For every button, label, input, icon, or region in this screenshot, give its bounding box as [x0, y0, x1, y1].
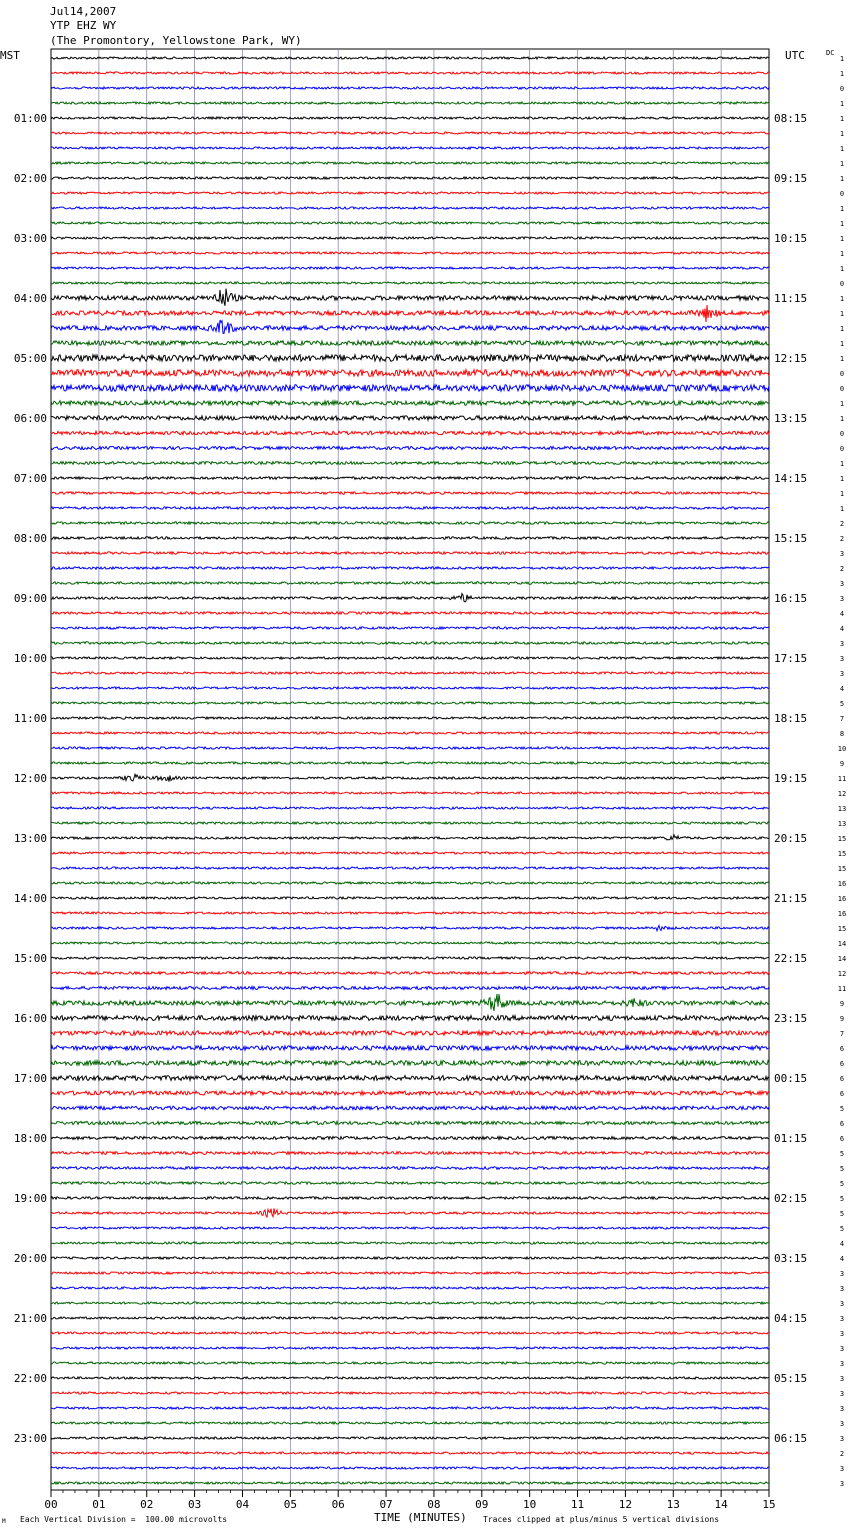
- dc-offset-value: 6: [839, 1120, 845, 1128]
- right-timezone-label: UTC: [785, 49, 805, 62]
- left-timezone-label: MST: [0, 49, 20, 62]
- dc-offset-value: 1: [839, 310, 845, 318]
- right-hour-label: 02:15: [774, 1192, 808, 1205]
- seismic-trace: [51, 942, 769, 944]
- seismic-trace: [51, 492, 769, 494]
- seismic-trace: [51, 732, 769, 734]
- left-hour-label: 05:00: [13, 352, 47, 365]
- dc-offset-value: 0: [839, 430, 845, 438]
- dc-offset-value: 3: [839, 1405, 845, 1413]
- seismic-trace: [51, 1106, 769, 1110]
- dc-offset-value: 5: [839, 1210, 845, 1218]
- dc-offset-value: 1: [839, 325, 845, 333]
- left-hour-label: 20:00: [13, 1252, 47, 1265]
- right-hour-label: 08:15: [774, 112, 808, 125]
- dc-offset-value: 1: [839, 490, 845, 498]
- seismic-trace: [51, 507, 769, 509]
- dc-offset-value: 2: [839, 535, 845, 543]
- seismic-trace: [51, 822, 769, 824]
- seismic-trace: [51, 117, 769, 119]
- seismic-trace: [51, 1347, 769, 1349]
- dc-offset-value: 3: [839, 580, 845, 588]
- dc-offset-value: 16: [837, 880, 847, 888]
- dc-offset-value: 0: [839, 385, 845, 393]
- left-hour-label: 06:00: [13, 412, 47, 425]
- dc-offset-value: 3: [839, 1390, 845, 1398]
- seismic-trace: [51, 627, 769, 629]
- seismic-trace: [51, 447, 769, 450]
- dc-offset-value: 6: [839, 1135, 845, 1143]
- seismic-trace: [51, 462, 769, 465]
- x-tick-label: 00: [44, 1498, 58, 1511]
- dc-offset-value: 0: [839, 280, 845, 288]
- left-hour-label: 15:00: [13, 952, 47, 965]
- seismic-trace: [51, 237, 769, 239]
- x-tick-label: 05: [283, 1498, 297, 1511]
- dc-offset-value: 3: [839, 1375, 845, 1383]
- x-tick-label: 02: [140, 1498, 154, 1511]
- seismic-trace: [51, 867, 769, 869]
- dc-offset-value: 3: [839, 1270, 845, 1278]
- dc-offset-value: 2: [839, 565, 845, 573]
- dc-offset-value: 7: [839, 715, 845, 723]
- seismic-trace: [51, 792, 769, 794]
- left-hour-label: 03:00: [13, 232, 47, 245]
- right-hour-label: 13:15: [774, 412, 808, 425]
- dc-offset-value: 3: [839, 1330, 845, 1338]
- seismic-trace: [51, 222, 769, 224]
- seismic-trace: [51, 762, 769, 764]
- dc-offset-value: 0: [839, 445, 845, 453]
- x-tick-label: 15: [762, 1498, 776, 1511]
- dc-offset-value: 1: [839, 475, 845, 483]
- dc-offset-value: 11: [837, 985, 847, 993]
- header-station: YTP EHZ WY: [50, 19, 117, 32]
- dc-offset-value: 0: [839, 370, 845, 378]
- left-hour-label: 16:00: [13, 1012, 47, 1025]
- left-hour-label: 18:00: [13, 1132, 47, 1145]
- left-hour-label: 10:00: [13, 652, 47, 665]
- left-hour-label: 07:00: [13, 472, 47, 485]
- seismic-trace: [51, 1121, 769, 1124]
- seismic-trace: [51, 537, 769, 539]
- right-hour-label: 09:15: [774, 172, 808, 185]
- seismic-trace: [51, 747, 769, 749]
- x-tick-label: 01: [92, 1498, 106, 1511]
- dc-offset-value: 5: [839, 1105, 845, 1113]
- right-hour-label: 11:15: [774, 292, 808, 305]
- seismic-trace: [51, 1016, 769, 1021]
- seismic-trace: [51, 926, 769, 931]
- seismic-trace: [51, 1467, 769, 1469]
- seismic-trace: [51, 687, 769, 689]
- seismic-trace: [51, 1332, 769, 1334]
- dc-offset-value: 5: [839, 1165, 845, 1173]
- right-hour-label: 21:15: [774, 892, 808, 905]
- seismic-trace: [51, 972, 769, 975]
- dc-offset-value: 3: [839, 1360, 845, 1368]
- seismic-trace: [51, 1317, 769, 1319]
- right-hour-label: 20:15: [774, 832, 808, 845]
- footer-scale-note: Each Vertical Division = 100.00 microvolts: [20, 1515, 228, 1524]
- seismic-trace: [51, 657, 769, 659]
- seismic-trace: [51, 882, 769, 884]
- right-hour-label: 14:15: [774, 472, 808, 485]
- dc-offset-value: 5: [839, 1150, 845, 1158]
- seismic-trace: [51, 147, 769, 149]
- seismic-trace: [51, 1227, 769, 1229]
- seismic-trace: [51, 807, 769, 809]
- x-tick-label: 14: [714, 1498, 728, 1511]
- dc-offset-value: 10: [837, 745, 847, 753]
- x-tick-label: 09: [475, 1498, 489, 1511]
- right-hour-label: 05:15: [774, 1372, 808, 1385]
- dc-offset-value: 13: [837, 805, 847, 813]
- x-tick-label: 06: [331, 1498, 345, 1511]
- right-hour-label: 22:15: [774, 952, 808, 965]
- seismic-trace: [51, 612, 769, 614]
- seismic-trace: [51, 252, 769, 254]
- dc-offset-value: 1: [839, 220, 845, 228]
- seismic-trace: [51, 401, 769, 405]
- right-hour-label: 04:15: [774, 1312, 808, 1325]
- seismic-trace: [51, 835, 769, 840]
- footer-clip-note: Traces clipped at plus/minus 5 vertical divisions: [483, 1515, 720, 1524]
- dc-offset-value: 1: [839, 205, 845, 213]
- seismic-trace: [51, 567, 769, 569]
- left-hour-label: 19:00: [13, 1192, 47, 1205]
- x-tick-label: 12: [618, 1498, 633, 1511]
- x-axis-title: TIME (MINUTES): [374, 1511, 467, 1524]
- dc-offset-value: 1: [839, 100, 845, 108]
- dc-offset-value: 1: [839, 130, 845, 138]
- seismic-trace: [51, 1031, 769, 1035]
- dc-offset-value: 3: [839, 1285, 845, 1293]
- left-hour-label: 08:00: [13, 532, 47, 545]
- right-hour-label: 06:15: [774, 1432, 808, 1445]
- seismic-trace: [51, 522, 769, 524]
- seismic-trace: [51, 57, 769, 59]
- dc-offset-value: 4: [839, 1240, 845, 1248]
- seismic-trace: [51, 385, 769, 392]
- dc-offset-value: 15: [837, 925, 847, 933]
- seismic-trace: [51, 852, 769, 854]
- seismic-trace: [51, 289, 769, 306]
- left-hour-label: 17:00: [13, 1072, 47, 1085]
- dc-label: DC: [826, 49, 835, 57]
- seismic-trace: [51, 431, 769, 435]
- left-hour-label: 14:00: [13, 892, 47, 905]
- seismic-trace: [51, 162, 769, 164]
- dc-offset-value: 1: [839, 115, 845, 123]
- right-hour-label: 01:15: [774, 1132, 808, 1145]
- dc-offset-value: 3: [839, 1435, 845, 1443]
- seismic-trace: [51, 1137, 769, 1140]
- dc-offset-value: 3: [839, 1465, 845, 1473]
- seismic-trace: [51, 1422, 769, 1424]
- seismic-trace: [51, 1257, 769, 1259]
- right-hour-label: 15:15: [774, 532, 808, 545]
- dc-offset-value: 2: [839, 1450, 845, 1458]
- right-hour-label: 19:15: [774, 772, 808, 785]
- seismic-trace: [51, 1167, 769, 1170]
- seismic-trace: [51, 1061, 769, 1066]
- dc-offset-value: 3: [839, 670, 845, 678]
- dc-offset-value: 1: [839, 505, 845, 513]
- dc-offset-value: 4: [839, 685, 845, 693]
- seismic-trace: [51, 305, 769, 322]
- dc-offset-value: 15: [837, 850, 847, 858]
- dc-offset-value: 14: [837, 940, 847, 948]
- dc-offset-value: 6: [839, 1075, 845, 1083]
- seismic-trace: [51, 267, 769, 269]
- dc-offset-value: 3: [839, 640, 845, 648]
- right-hour-label: 00:15: [774, 1072, 808, 1085]
- header-location: (The Promontory, Yellowstone Park, WY): [50, 34, 302, 47]
- seismic-trace: [51, 370, 769, 377]
- seismic-trace: [51, 72, 769, 74]
- x-tick-label: 11: [570, 1498, 585, 1511]
- dc-offset-value: 0: [839, 190, 845, 198]
- dc-offset-value: 1: [839, 340, 845, 348]
- right-hour-label: 03:15: [774, 1252, 808, 1265]
- right-hour-label: 16:15: [774, 592, 808, 605]
- dc-offset-value: 9: [839, 760, 845, 768]
- seismic-trace: [51, 1362, 769, 1364]
- seismic-trace: [51, 1197, 769, 1199]
- left-hour-label: 01:00: [13, 112, 47, 125]
- dc-offset-value: 5: [839, 1180, 845, 1188]
- dc-offset-value: 1: [839, 460, 845, 468]
- dc-offset-value: 1: [839, 160, 845, 168]
- seismic-trace: [51, 1272, 769, 1274]
- x-tick-label: 03: [187, 1498, 202, 1511]
- dc-offset-value: 3: [839, 1480, 845, 1488]
- dc-offset-value: 7: [839, 1030, 845, 1038]
- dc-offset-value: 4: [839, 610, 845, 618]
- dc-offset-value: 1: [839, 235, 845, 243]
- right-hour-label: 12:15: [774, 352, 808, 365]
- dc-offset-value: 1: [839, 145, 845, 153]
- dc-offset-value: 4: [839, 1255, 845, 1263]
- seismic-trace: [51, 1242, 769, 1244]
- dc-offset-value: 1: [839, 70, 845, 78]
- seismic-trace: [51, 102, 769, 104]
- dc-offset-value: 4: [839, 625, 845, 633]
- seismic-trace: [51, 1046, 769, 1050]
- dc-offset-value: 6: [839, 1060, 845, 1068]
- left-hour-label: 13:00: [13, 832, 47, 845]
- seismic-trace: [51, 1452, 769, 1454]
- left-hour-label: 22:00: [13, 1372, 47, 1385]
- dc-offset-value: 5: [839, 700, 845, 708]
- dc-offset-value: 0: [839, 85, 845, 93]
- seismic-trace: [51, 582, 769, 584]
- seismic-trace: [51, 957, 769, 959]
- seismic-trace: [51, 1287, 769, 1289]
- header-date: Jul14,2007: [50, 5, 117, 18]
- seismic-trace: [51, 87, 769, 89]
- seismic-trace: [51, 1392, 769, 1394]
- left-hour-label: 04:00: [13, 292, 47, 305]
- dc-offset-value: 1: [839, 175, 845, 183]
- dc-offset-value: 3: [839, 1345, 845, 1353]
- dc-offset-value: 3: [839, 1315, 845, 1323]
- seismic-trace: [51, 341, 769, 345]
- seismic-trace: [51, 355, 769, 362]
- dc-offset-value: 1: [839, 295, 845, 303]
- dc-offset-value: 1: [839, 265, 845, 273]
- seismic-trace: [51, 1208, 769, 1217]
- dc-offset-value: 1: [839, 400, 845, 408]
- seismic-trace: [51, 1076, 769, 1081]
- dc-offset-value: 1: [839, 250, 845, 258]
- seismic-trace: [51, 1482, 769, 1484]
- seismic-trace: [51, 192, 769, 194]
- dc-offset-value: 6: [839, 1045, 845, 1053]
- right-hour-label: 17:15: [774, 652, 808, 665]
- seismic-trace: [51, 132, 769, 134]
- seismic-trace: [51, 1302, 769, 1304]
- seismic-trace: [51, 717, 769, 719]
- dc-offset-value: 5: [839, 1225, 845, 1233]
- dc-offset-value: 5: [839, 1195, 845, 1203]
- seismic-trace: [51, 1377, 769, 1379]
- seismic-trace: [51, 1152, 769, 1155]
- left-hour-label: 21:00: [13, 1312, 47, 1325]
- x-tick-label: 10: [523, 1498, 537, 1511]
- seismic-trace: [51, 994, 769, 1011]
- seismic-trace: [51, 1437, 769, 1439]
- left-hour-label: 09:00: [13, 592, 47, 605]
- dc-offset-value: 12: [837, 970, 847, 978]
- seismic-trace: [51, 672, 769, 674]
- dc-offset-value: 14: [837, 955, 847, 963]
- seismic-trace: [51, 207, 769, 209]
- dc-offset-value: 2: [839, 520, 845, 528]
- seismic-trace: [51, 320, 769, 334]
- dc-offset-value: 3: [839, 655, 845, 663]
- dc-offset-value: 6: [839, 1090, 845, 1098]
- seismic-trace: [51, 416, 769, 420]
- seismic-trace: [51, 702, 769, 704]
- dc-offset-value: 3: [839, 1420, 845, 1428]
- right-hour-label: 23:15: [774, 1012, 808, 1025]
- right-hour-label: 10:15: [774, 232, 808, 245]
- x-tick-label: 04: [235, 1498, 250, 1511]
- left-hour-label: 11:00: [13, 712, 47, 725]
- x-tick-label: 07: [379, 1498, 393, 1511]
- dc-offset-value: 16: [837, 895, 847, 903]
- seismic-trace: [51, 1407, 769, 1409]
- left-hour-label: 12:00: [13, 772, 47, 785]
- seismic-trace: [51, 1091, 769, 1095]
- dc-offset-value: 3: [839, 550, 845, 558]
- right-hour-label: 18:15: [774, 712, 808, 725]
- dc-offset-value: 9: [839, 1015, 845, 1023]
- seismic-trace: [51, 177, 769, 179]
- footer-mark: M: [2, 1518, 6, 1525]
- seismic-trace: [51, 1182, 769, 1184]
- dc-offset-value: 15: [837, 865, 847, 873]
- dc-offset-value: 3: [839, 595, 845, 603]
- x-tick-label: 13: [666, 1498, 680, 1511]
- x-tick-label: 08: [427, 1498, 441, 1511]
- seismic-trace: [51, 987, 769, 990]
- dc-offset-value: 13: [837, 820, 847, 828]
- seismic-trace: [51, 642, 769, 644]
- dc-offset-value: 15: [837, 835, 847, 843]
- seismic-trace: [51, 552, 769, 554]
- seismic-trace: [51, 912, 769, 914]
- left-hour-label: 02:00: [13, 172, 47, 185]
- seismic-trace: [51, 282, 769, 284]
- seismic-trace: [51, 594, 769, 602]
- dc-offset-value: 1: [839, 415, 845, 423]
- dc-offset-value: 11: [837, 775, 847, 783]
- dc-offset-value: 8: [839, 730, 845, 738]
- dc-offset-value: 3: [839, 1300, 845, 1308]
- left-hour-label: 23:00: [13, 1432, 47, 1445]
- dc-offset-value: 16: [837, 910, 847, 918]
- dc-offset-value: 1: [839, 355, 845, 363]
- seismic-trace: [51, 897, 769, 899]
- dc-offset-value: 12: [837, 790, 847, 798]
- dc-offset-value: 9: [839, 1000, 845, 1008]
- dc-offset-value: 1: [839, 55, 845, 63]
- seismic-trace: [51, 774, 769, 781]
- seismic-trace: [51, 477, 769, 480]
